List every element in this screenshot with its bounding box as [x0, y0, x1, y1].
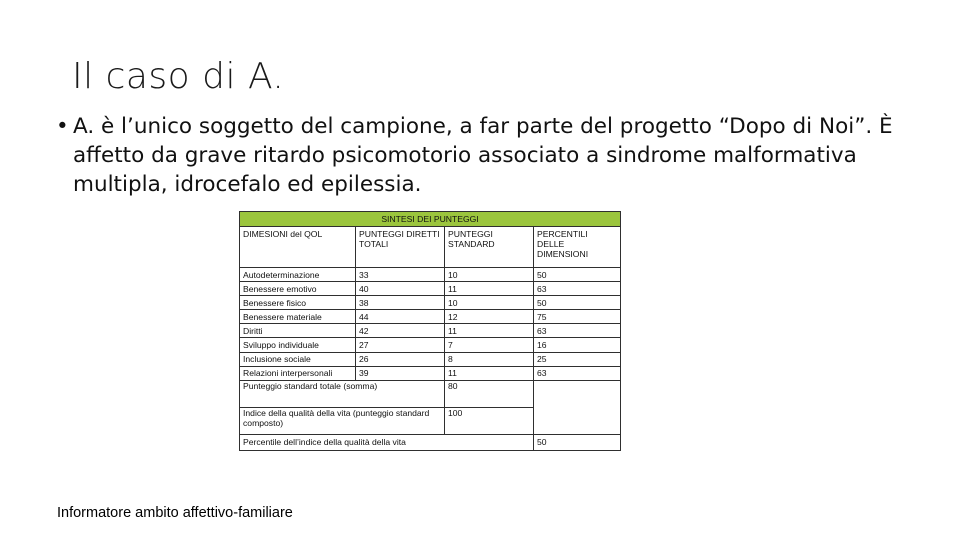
total-value: 80	[445, 380, 534, 407]
column-header: PUNTEGGI STANDARD	[445, 227, 534, 268]
value-cell: 50	[534, 268, 621, 282]
value-cell: 10	[445, 268, 534, 282]
scores-table-figure	[239, 211, 620, 451]
value-cell: 25	[534, 352, 621, 366]
index-label: Indice della qualità della vita (punteggio standard composto)	[240, 407, 445, 434]
percentile-label: Percentile dell’indice della qualità della vita	[240, 434, 534, 450]
value-cell: 26	[356, 352, 445, 366]
bullet-marker: •	[56, 114, 69, 139]
value-cell: 33	[356, 268, 445, 282]
scores-table	[239, 211, 621, 451]
value-cell: 42	[356, 324, 445, 338]
dimension-cell: Diritti	[240, 324, 356, 338]
dimension-cell: Sviluppo individuale	[240, 338, 356, 352]
table-row	[240, 366, 621, 380]
bullet-paragraph	[56, 112, 896, 199]
dimension-cell: Benessere emotivo	[240, 282, 356, 296]
dimension-cell: Inclusione sociale	[240, 352, 356, 366]
value-cell: 63	[534, 324, 621, 338]
table-row	[240, 310, 621, 324]
value-cell: 38	[356, 296, 445, 310]
value-cell: 11	[445, 282, 534, 296]
table-row	[240, 296, 621, 310]
bullet-text: A. è l’unico soggetto del campione, a far parte del progetto “Dopo di Noi”. È affetto da grave ritardo psicomotorio associato a sindrome malformativa multipla, idrocefalo ed epilessia.	[73, 114, 893, 197]
value-cell: 40	[356, 282, 445, 296]
dimension-cell: Autodeterminazione	[240, 268, 356, 282]
index-value: 100	[445, 407, 534, 434]
value-cell: 63	[534, 282, 621, 296]
table-row	[240, 352, 621, 366]
column-header: PUNTEGGI DIRETTI TOTALI	[356, 227, 445, 268]
table-row	[240, 268, 621, 282]
value-cell: 50	[534, 296, 621, 310]
empty-cell	[534, 380, 621, 434]
value-cell: 11	[445, 366, 534, 380]
percentile-value: 50	[534, 434, 621, 450]
table-row	[240, 282, 621, 296]
value-cell: 7	[445, 338, 534, 352]
table-row	[240, 324, 621, 338]
dimension-cell: Benessere fisico	[240, 296, 356, 310]
value-cell: 44	[356, 310, 445, 324]
value-cell: 12	[445, 310, 534, 324]
dimension-cell: Relazioni interpersonali	[240, 366, 356, 380]
table-row	[240, 338, 621, 352]
dimension-cell: Benessere materiale	[240, 310, 356, 324]
value-cell: 27	[356, 338, 445, 352]
total-label: Punteggio standard totale (somma)	[240, 380, 445, 407]
table-title: SINTESI DEI PUNTEGGI	[240, 212, 621, 227]
value-cell: 39	[356, 366, 445, 380]
value-cell: 63	[534, 366, 621, 380]
footer-note: Informatore ambito affettivo-familiare	[57, 505, 293, 521]
value-cell: 16	[534, 338, 621, 352]
column-header: PERCENTILI DELLE DIMENSIONI	[534, 227, 621, 268]
value-cell: 11	[445, 324, 534, 338]
value-cell: 8	[445, 352, 534, 366]
value-cell: 10	[445, 296, 534, 310]
column-header: DIMESIONI del QOL	[240, 227, 356, 268]
value-cell: 75	[534, 310, 621, 324]
slide-title: Il caso di A.	[72, 56, 285, 97]
